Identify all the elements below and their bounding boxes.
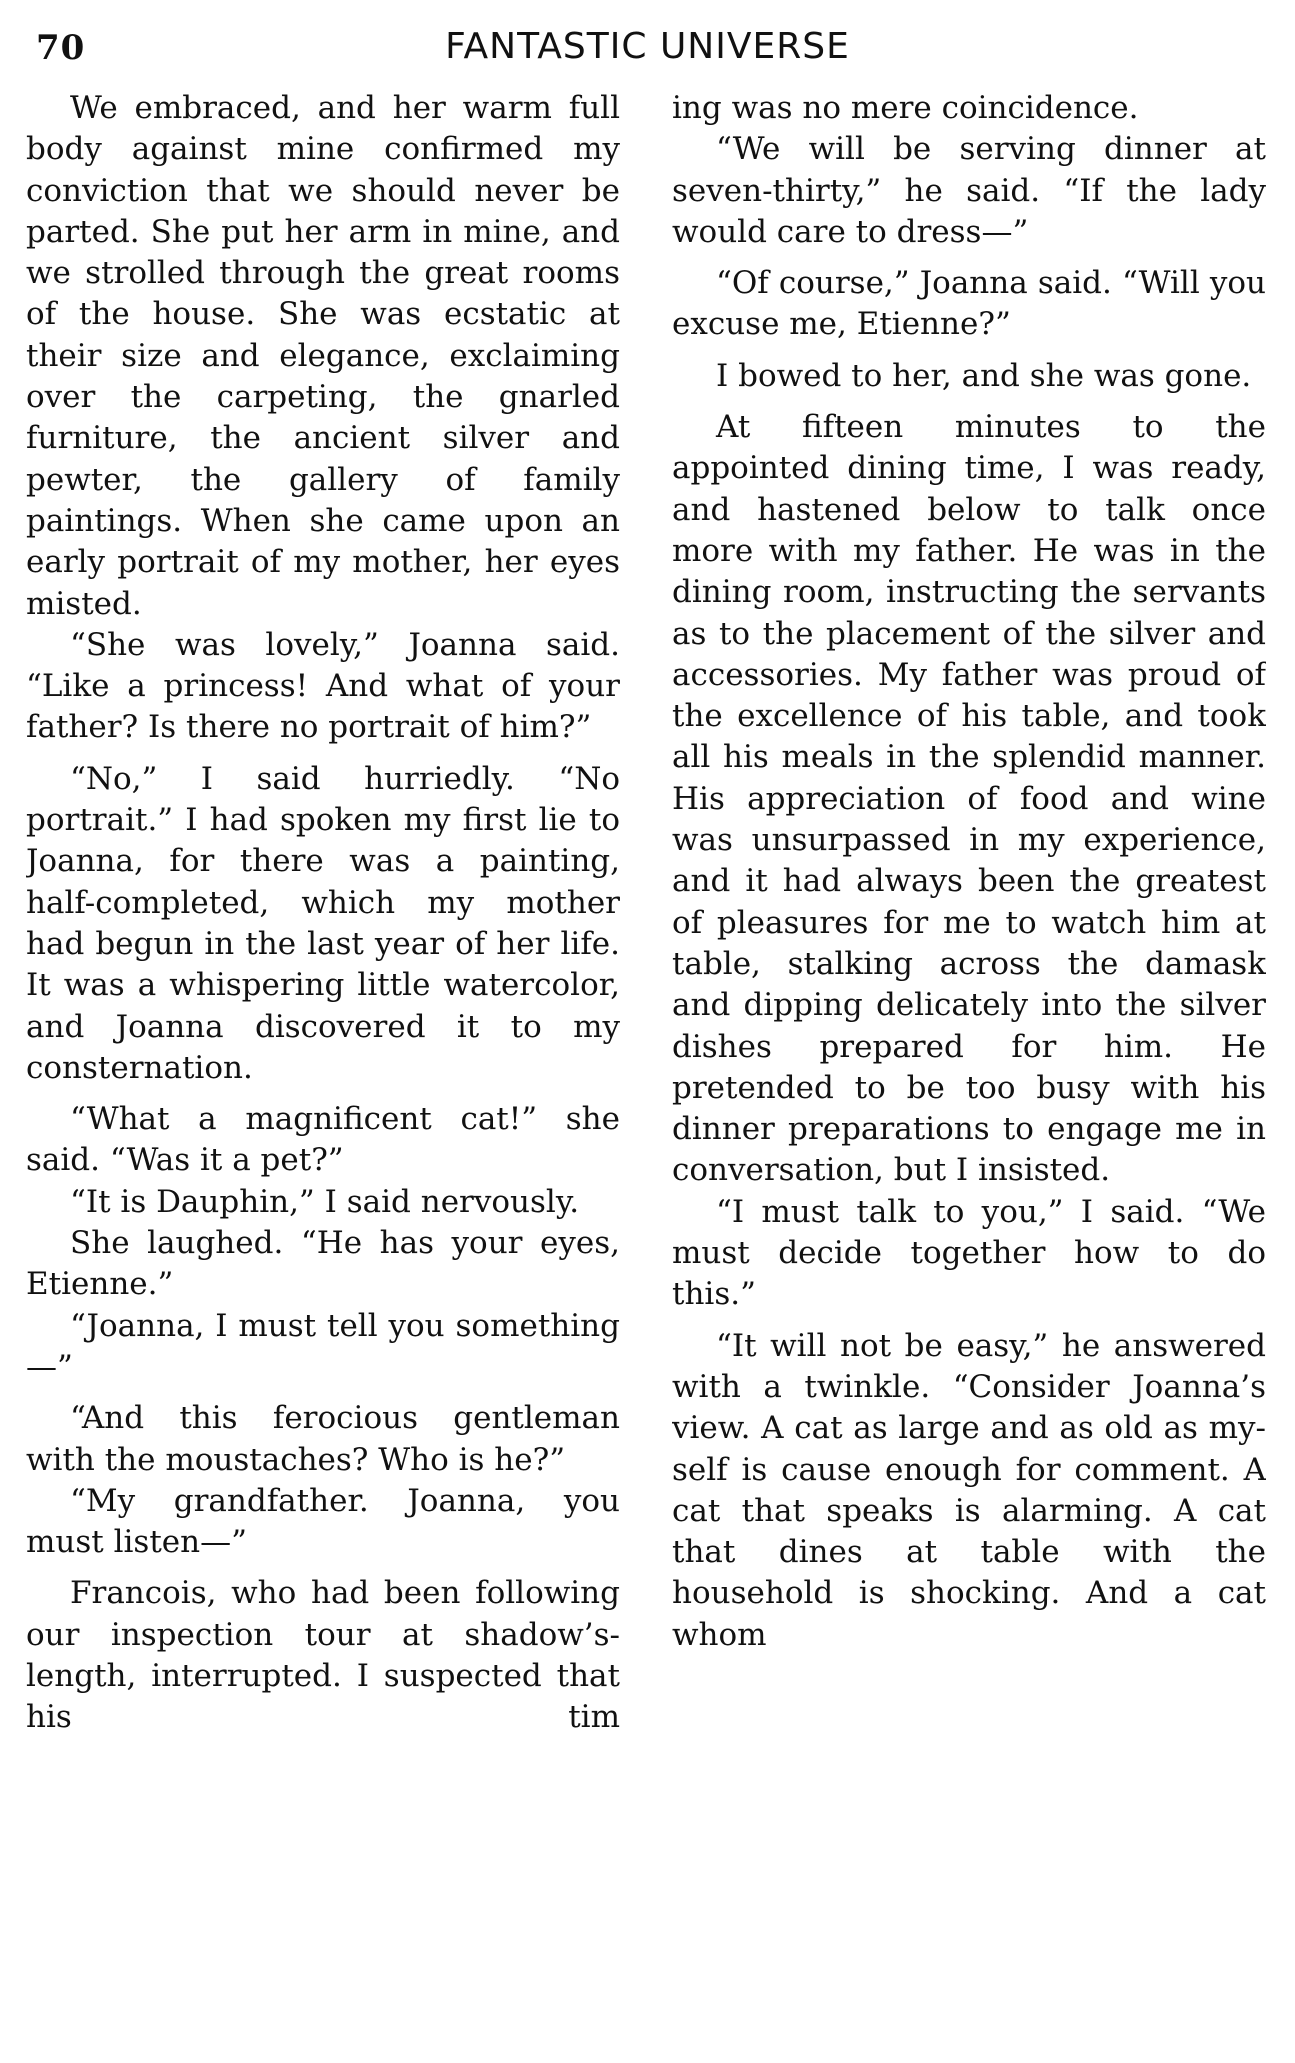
page-header: [30, 24, 1265, 84]
paragraph: She laughed. “He has your eyes, Etienne.”: [26, 1225, 620, 1303]
running-title: FANTASTIC UNIVERSE: [445, 26, 850, 67]
paragraph: “And this ferocious gentleman with the moustaches? Who is he?”: [26, 1400, 620, 1478]
paragraph: “No,” I said hurriedly. “No portrait.” I had spoken my first lie to Joanna, for there was a painting, half-completed, which my mother had begun in the last year of her life. It was a whispering little watercolor, and Joanna discovered it to my consternation.: [26, 760, 620, 1086]
paragraph: ing was no mere coincidence.: [672, 90, 1139, 126]
paragraph: “She was lovely,” Joanna said. “Like a princess! And what of your father? Is there no portrait of him?”: [26, 626, 620, 746]
paragraph: “What a magnificent cat!” she said. “Was it a pet?”: [26, 1101, 620, 1179]
paragraph: “Joanna, I must tell you something—”: [26, 1307, 620, 1385]
paragraph: I bowed to her, and she was gone.: [716, 357, 1252, 394]
paragraph: “It will not be easy,” he answered with a twinkle. “Consider Joanna’s view. A cat as large and as old as myself is cause enough for comment. A cat that speaks is alarming. A cat that dines at table with the household is shocking. And a cat whom: [672, 1327, 1266, 1653]
paragraph: At fifteen minutes to the appointed dining time, I was ready, and hastened below to talk once more with my father. He was in the dining room, instructing the servants as to the placement of the silver and accessories. My father was proud of the excellence of his table, and took all his meals in the splendid manner. His appreciation of food and wine was unsurpassed in my experience, and it had always been the greatest of pleasures for me to watch him at table, stalking across the damask and dipping delicately into the silver dishes prepared for him. He pretended to be too busy with his dinner preparations to engage me in conversation, but I insisted.: [672, 409, 1266, 1189]
paragraph: “It is Dauphin,” I said nervously.: [70, 1183, 580, 1220]
right-column: [672, 88, 1266, 2048]
paragraph: Francois, who had been following our inspection tour at shadow’s-length, interrupted. I suspected that his tim: [26, 1575, 620, 1736]
text-columns: [26, 88, 1274, 2048]
paragraph: “I must talk to you,” I said. “We must decide together how to do this.”: [672, 1193, 1266, 1313]
paragraph: We embraced, and her warm full body against mine confirmed my conviction that we should never be parted. She put her arm in mine, and we strolled through the great rooms of the house. She was ecstatic at their size and elegance, exclaiming over the carpeting, the gnarled furniture, the ancient silver and pewter, the gallery of family paintings. When she came upon an early portrait of my mother, her eyes misted.: [26, 90, 620, 622]
paragraph: “My grandfather. Joanna, you must listen—”: [26, 1482, 620, 1561]
left-column: [26, 88, 620, 2048]
paragraph: “Of course,” Joanna said. “Will you excuse me, Etienne?”: [672, 265, 1266, 343]
paragraph: “We will be serving dinner at seven-thirty,” he said. “If the lady would care to dress—”: [672, 131, 1266, 250]
page-number: 70: [36, 28, 86, 68]
